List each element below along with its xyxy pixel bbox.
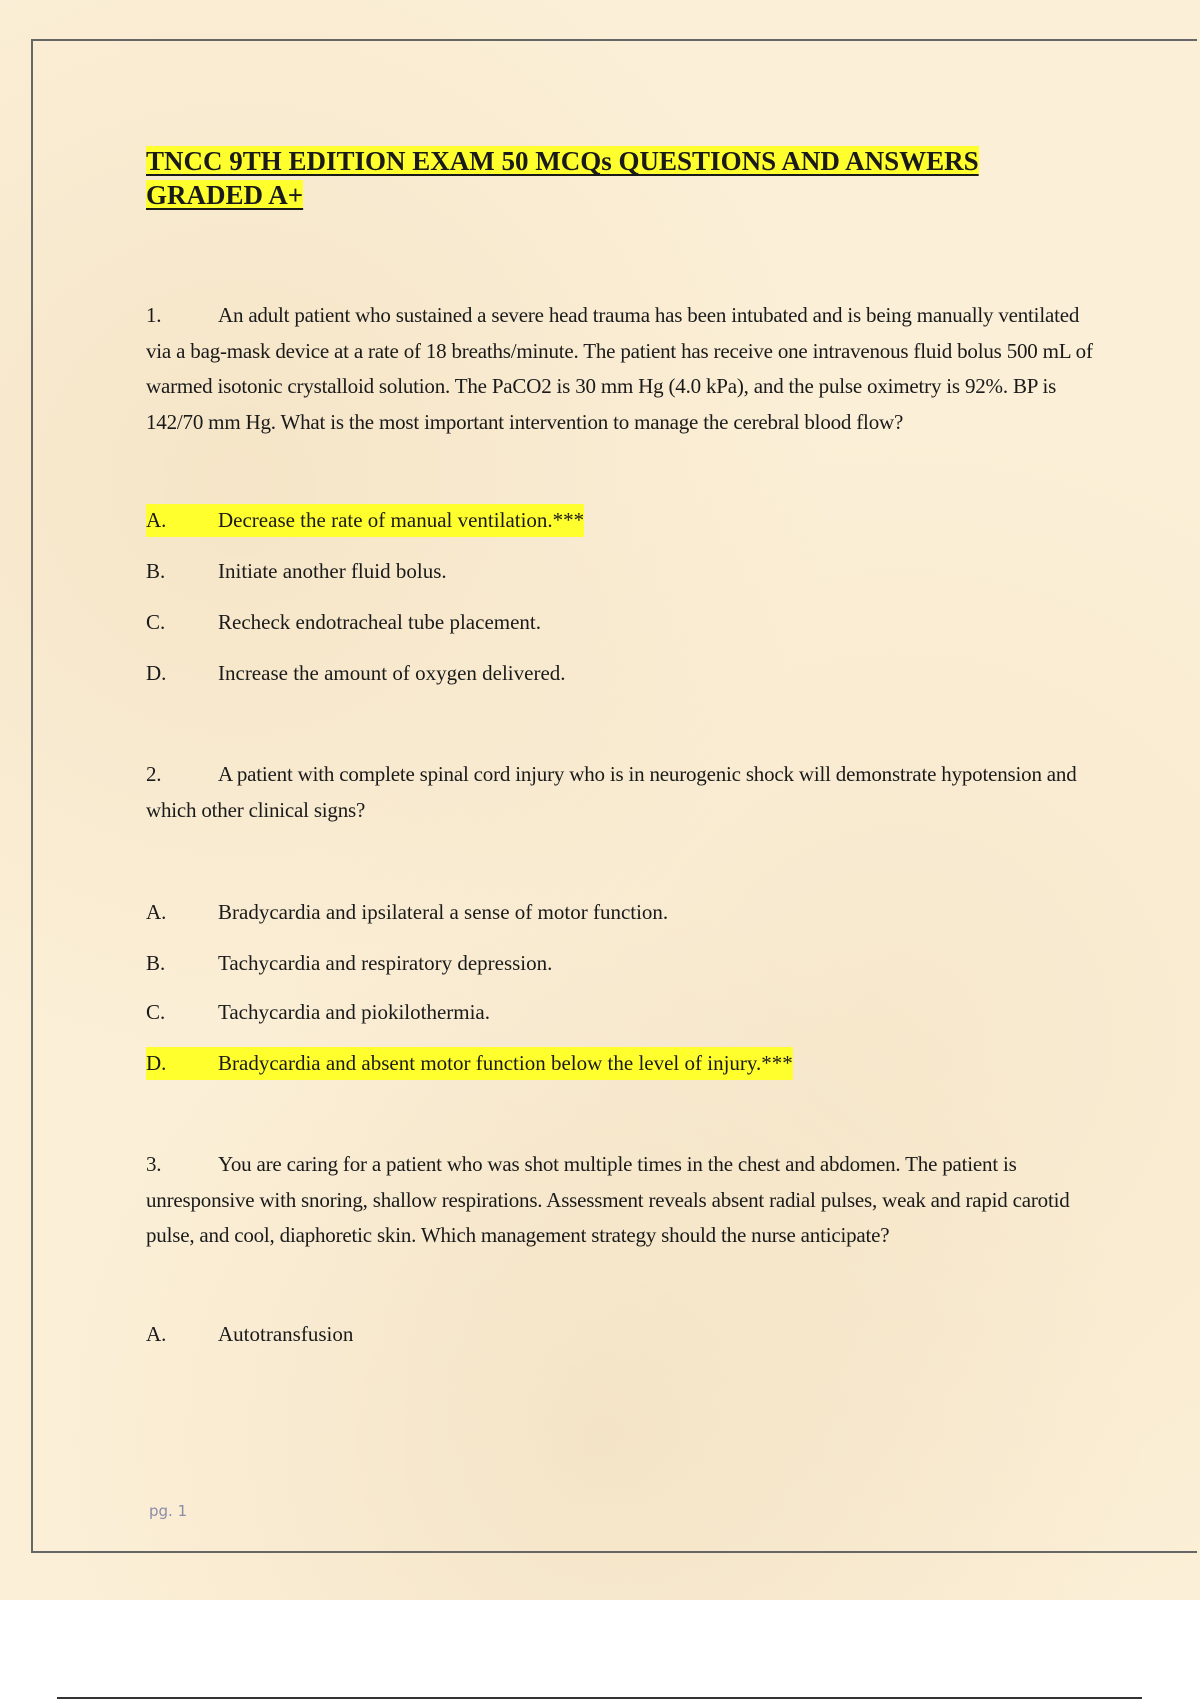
option-letter: D.: [146, 661, 167, 685]
bottom-divider: [57, 1697, 1142, 1699]
option-text: Decrease the rate of manual ventilation.***: [218, 508, 585, 532]
question-text: You are caring for a patient who was shot multiple times in the chest and abdomen. The patient is unresponsive with snoring, shallow respirations. Assessment reveals absent radial pulses, weak and rapid carotid pulse, and cool, diaphoretic skin. Which management strategy should the nurse anticipate?: [146, 1152, 1070, 1247]
option-1c: [146, 606, 1096, 639]
page-number: pg. 1: [149, 1502, 188, 1520]
option-3a: [146, 1318, 1096, 1351]
document-body: [146, 144, 1096, 1351]
option-text: Increase the amount of oxygen delivered.: [218, 661, 566, 685]
option-letter: B.: [146, 559, 166, 583]
option-letter: C.: [146, 610, 166, 634]
question-1: [146, 298, 1096, 440]
option-1b: [146, 555, 1096, 588]
option-text: Tachycardia and piokilothermia.: [218, 1000, 491, 1024]
question-text: A patient with complete spinal cord injury who is in neurogenic shock will demonstrate hypotension and which other clinical signs?: [146, 762, 1077, 822]
option-2d: [146, 1047, 1096, 1080]
question-text: An adult patient who sustained a severe head trauma has been intubated and is being manually ventilated via a bag-mask device at a rate of 18 breaths/minute. The patient has receive one intravenous fluid bolus 500 mL of warmed isotonic crystalloid solution. The PaCO2 is 30 mm Hg (4.0 kPa), and the pulse oximetry is 92%. BP is 142/70 mm Hg. What is the most important intervention to manage the cerebral blood flow?: [146, 303, 1093, 434]
option-1d: [146, 657, 1096, 690]
answer-highlight: [146, 504, 584, 537]
option-text: Bradycardia and absent motor function below the level of injury.***: [218, 1051, 793, 1075]
option-letter: A.: [146, 900, 167, 924]
option-letter: D.: [146, 1051, 167, 1075]
title-line-2: GRADED A+: [146, 180, 304, 210]
question-3: [146, 1147, 1096, 1254]
question-number: 3.: [146, 1152, 162, 1176]
question-2: [146, 757, 1096, 828]
question-2-options: [146, 896, 1096, 1080]
option-text: Initiate another fluid bolus.: [218, 559, 447, 583]
question-1-options: [146, 504, 1096, 690]
question-number: 1.: [146, 303, 162, 327]
document-title: [146, 144, 1096, 212]
option-2c: [146, 996, 1096, 1029]
answer-highlight: [146, 1047, 793, 1080]
option-letter: B.: [146, 951, 166, 975]
question-3-options: [146, 1318, 1096, 1351]
option-letter: A.: [146, 508, 167, 532]
option-text: Recheck endotracheal tube placement.: [218, 610, 541, 634]
option-letter: C.: [146, 1000, 166, 1024]
title-line-1: TNCC 9TH EDITION EXAM 50 MCQs QUESTIONS AND ANSWERS: [146, 146, 979, 176]
option-letter: A.: [146, 1321, 167, 1346]
option-text: Tachycardia and respiratory depression.: [218, 951, 553, 975]
option-1a: [146, 504, 1096, 537]
option-text: Bradycardia and ipsilateral a sense of motor function.: [218, 900, 669, 924]
option-text: Autotransfusion: [218, 1321, 354, 1346]
option-2a: [146, 896, 1096, 929]
question-number: 2.: [146, 762, 162, 786]
option-2b: [146, 947, 1096, 980]
